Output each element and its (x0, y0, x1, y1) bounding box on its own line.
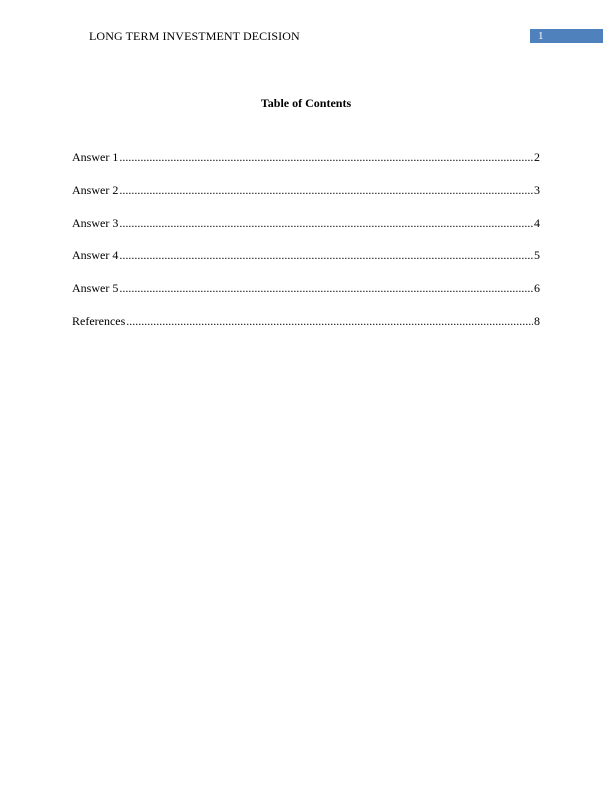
toc-entry-page: 3 (534, 182, 540, 197)
toc-entry-answer-3[interactable] (72, 213, 540, 246)
toc-entry-page: 5 (534, 248, 540, 263)
toc-entry-label: References (72, 313, 126, 328)
toc-entry-label: Answer 1 (72, 150, 119, 164)
page-number-badge (530, 29, 603, 43)
toc-entry-answer-2[interactable] (72, 180, 540, 213)
toc-entry-answer-5[interactable] (72, 278, 540, 311)
toc-entry-label: Answer 4 (72, 248, 119, 263)
toc-heading: Table of Contents (260, 96, 352, 110)
toc-dot-leader (119, 213, 533, 230)
toc-entry-page: 4 (534, 215, 540, 230)
toc-entry-page: 8 (534, 313, 540, 328)
toc-entry-page: 2 (534, 150, 540, 164)
page-number: 1 (538, 30, 544, 42)
toc-dot-leader (126, 311, 533, 328)
toc-dot-leader (119, 147, 533, 164)
toc-entry-label: Answer 3 (72, 215, 119, 230)
toc-entry-label: Answer 2 (72, 182, 119, 197)
toc-entry-references[interactable] (72, 311, 540, 344)
toc-entry-answer-4[interactable] (72, 245, 540, 278)
toc-entry-answer-1[interactable] (72, 147, 540, 180)
toc-dot-leader (119, 180, 533, 197)
toc-dot-leader (119, 245, 533, 262)
toc-entry-label: Answer 5 (72, 281, 119, 296)
toc-list (72, 147, 540, 344)
running-header-title: LONG TERM INVESTMENT DECISION (89, 29, 300, 43)
toc-dot-leader (119, 278, 533, 295)
toc-entry-page: 6 (534, 281, 540, 296)
